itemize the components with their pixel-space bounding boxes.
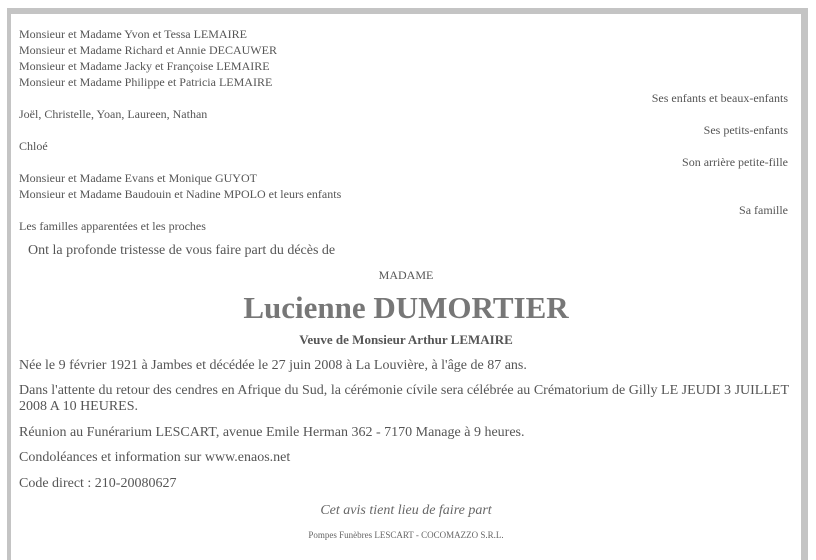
child-couple-2: Monsieur et Madame Richard et Annie DECAUWER — [19, 43, 277, 57]
grandchildren-label: Ses petits-enfants — [703, 123, 788, 137]
child-couple-3: Monsieur et Madame Jacky et Françoise LEMAIRE — [19, 59, 270, 73]
widow-of: Veuve de Monsieur Arthur LEMAIRE — [299, 332, 513, 347]
family-member-2: Monsieur et Madame Baudouin et Nadine MPOLO et leurs enfants — [19, 187, 342, 201]
deceased-name: Lucienne DUMORTIER — [243, 290, 569, 325]
ceremony-paragraph: Dans l'attente du retour des cendres en Afrique du Sud, la cérémonie cívile sera célébrée au Crématorium de Gilly LE JEUDI 3 JUILLET 2008 A 10 HEURES. — [19, 383, 789, 414]
relatives: Les familles apparentées et les proches — [19, 219, 206, 233]
family-label: Sa famille — [739, 203, 788, 217]
meeting-paragraph: Réunion au Funérarium LESCART, avenue Emile Herman 362 - 7170 Manage à 9 heures. — [19, 425, 525, 440]
honorific: MADAME — [378, 268, 434, 282]
death-notice — [11, 14, 801, 560]
intro-text: Ont la profonde tristesse de vous faire part du décès de — [28, 243, 336, 258]
child-couple-4: Monsieur et Madame Philippe et Patricia LEMAIRE — [19, 75, 273, 89]
child-couple-1: Monsieur et Madame Yvon et Tessa LEMAIRE — [19, 27, 247, 41]
code-paragraph: Code direct : 210-20080627 — [19, 476, 177, 491]
closing-note: Cet avis tient lieu de faire part — [320, 503, 492, 518]
children-label: Ses enfants et beaux-enfants — [651, 91, 788, 105]
condolences-paragraph: Condoléances et information sur www.enaos.net — [19, 450, 291, 465]
great-grandchild: Chloé — [19, 139, 48, 153]
notice-frame — [7, 8, 808, 560]
great-grandchild-label: Son arrière petite-fille — [682, 155, 788, 169]
birth-death-paragraph: Née le 9 février 1921 à Jambes et décédée le 27 juin 2008 à La Louvière, à l'âge de 87 ans. — [19, 358, 527, 373]
funeral-home: Pompes Funèbres LESCART - COCOMAZZO S.R.L. — [308, 530, 504, 540]
family-member-1: Monsieur et Madame Evans et Monique GUYOT — [19, 171, 257, 185]
grandchildren: Joël, Christelle, Yoan, Laureen, Nathan — [19, 107, 208, 121]
